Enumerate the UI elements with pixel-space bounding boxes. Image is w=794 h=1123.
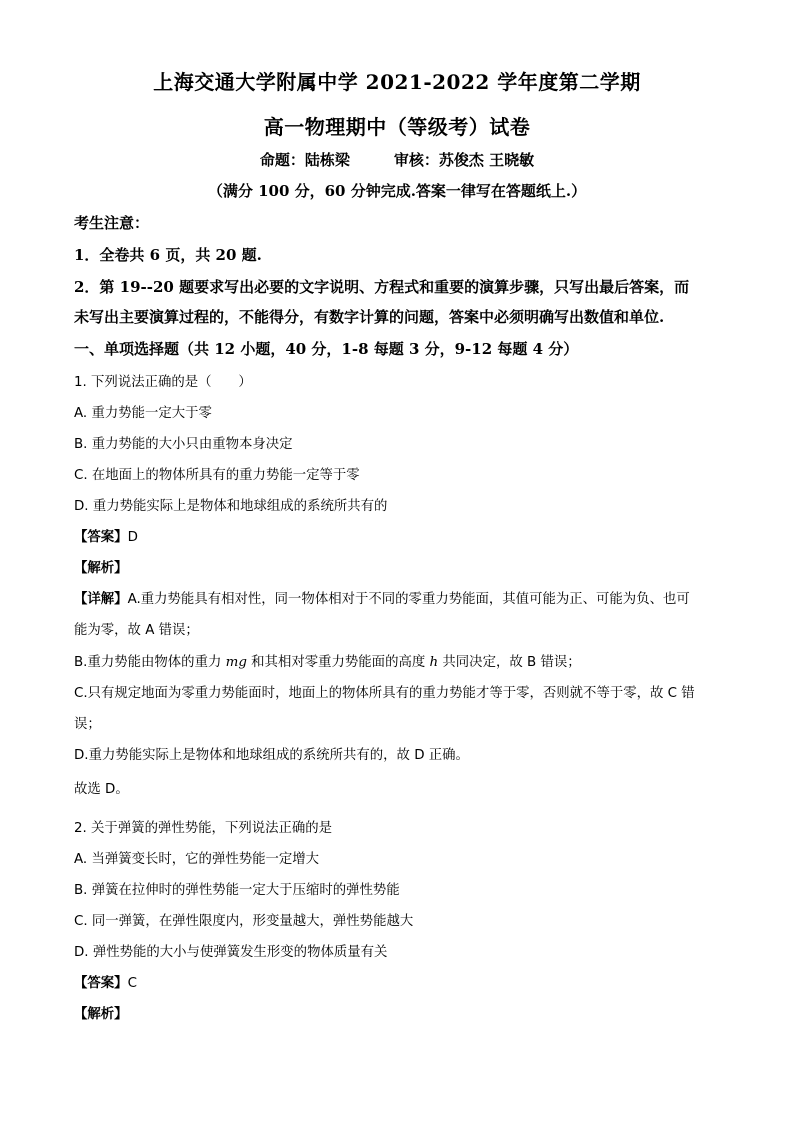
- exam-title-line1: 上海交通大学附属中学 2021-2022 学年度第二学期: [153, 70, 641, 94]
- q2-stem: 2. 关于弹簧的弹性势能，下列说法正确的是: [74, 821, 333, 836]
- var-mg: mg: [225, 655, 247, 670]
- detail-b-pre: B.重力势能由物体的重力: [74, 655, 222, 670]
- q1-choose: 故选 D。: [74, 782, 129, 797]
- section1-heading: 一、单项选择题（共 12 小题，40 分，1-8 每题 3 分，9-12 每题 4 分）: [74, 340, 579, 358]
- author-setter: 命题：陆栋梁: [259, 151, 350, 169]
- q2-option-b: B. 弹簧在拉伸时的弹性势能一定大于压缩时的弹性势能: [74, 883, 400, 898]
- answer-value: D: [127, 530, 138, 545]
- detail-text: A.重力势能具有相对性，同一物体相对于不同的零重力势能面，其值可能为正、可能为负、也可: [127, 592, 690, 607]
- detail-b-mid: 和其相对零重力势能面的高度: [251, 655, 426, 670]
- q1-detail-b: [74, 651, 581, 670]
- exam-title-line2: 高一物理期中（等级考）试卷: [263, 115, 531, 139]
- notice-item-1: 1．全卷共 6 页，共 20 题.: [74, 246, 262, 264]
- authors-line: [0, 149, 794, 170]
- exam-note: （满分 100 分，60 分钟完成.答案一律写在答题纸上.）: [207, 182, 587, 200]
- q2-option-a: A. 当弹簧变长时，它的弹性势能一定增大: [74, 852, 320, 867]
- answer-value: C: [127, 976, 137, 991]
- q1-option-d: D. 重力势能实际上是物体和地球组成的系统所共有的: [74, 499, 388, 514]
- q2-answer: [74, 972, 137, 991]
- q1-detail-line2: 能为零，故 A 错误；: [74, 623, 199, 638]
- q1-detail-c-line2: 误；: [74, 717, 101, 732]
- q1-analysis-label: 【解析】: [74, 561, 128, 576]
- notice-heading: 考生注意：: [74, 214, 150, 232]
- detail-label: 【详解】: [74, 592, 128, 607]
- q1-option-a: A. 重力势能一定大于零: [74, 406, 212, 421]
- author-reviewer: 审核：苏俊杰 王晓敏: [393, 151, 535, 169]
- q1-stem: 1. 下列说法正确的是（ ）: [74, 375, 252, 390]
- q1-option-c: C. 在地面上的物体所具有的重力势能一定等于零: [74, 468, 360, 483]
- q2-option-d: D. 弹性势能的大小与使弹簧发生形变的物体质量有关: [74, 945, 388, 960]
- answer-label: 【答案】: [74, 976, 128, 991]
- answer-label: 【答案】: [74, 530, 128, 545]
- q1-detail-line1: [74, 588, 690, 607]
- q1-answer: [74, 526, 138, 545]
- notice-item-2-line2: 未写出主要演算过程的，不能得分，有数字计算的问题，答案中必须明确写出数值和单位.: [74, 308, 665, 326]
- var-h: h: [429, 655, 439, 670]
- q2-analysis-label: 【解析】: [74, 1007, 128, 1022]
- q1-detail-d: D.重力势能实际上是物体和地球组成的系统所共有的，故 D 正确。: [74, 748, 469, 763]
- detail-b-post: 共同决定，故 B 错误；: [442, 655, 581, 670]
- q1-detail-c-line1: C.只有规定地面为零重力势能面时，地面上的物体所具有的重力势能才等于零，否则就不等于零，故 C 错: [74, 686, 695, 701]
- q1-option-b: B. 重力势能的大小只由重物本身决定: [74, 437, 293, 452]
- q2-option-c: C. 同一弹簧，在弹性限度内，形变量越大，弹性势能越大: [74, 914, 414, 929]
- notice-item-2-line1: 2．第 19--20 题要求写出必要的文字说明、方程式和重要的演算步骤，只写出最后答案，而: [74, 278, 690, 296]
